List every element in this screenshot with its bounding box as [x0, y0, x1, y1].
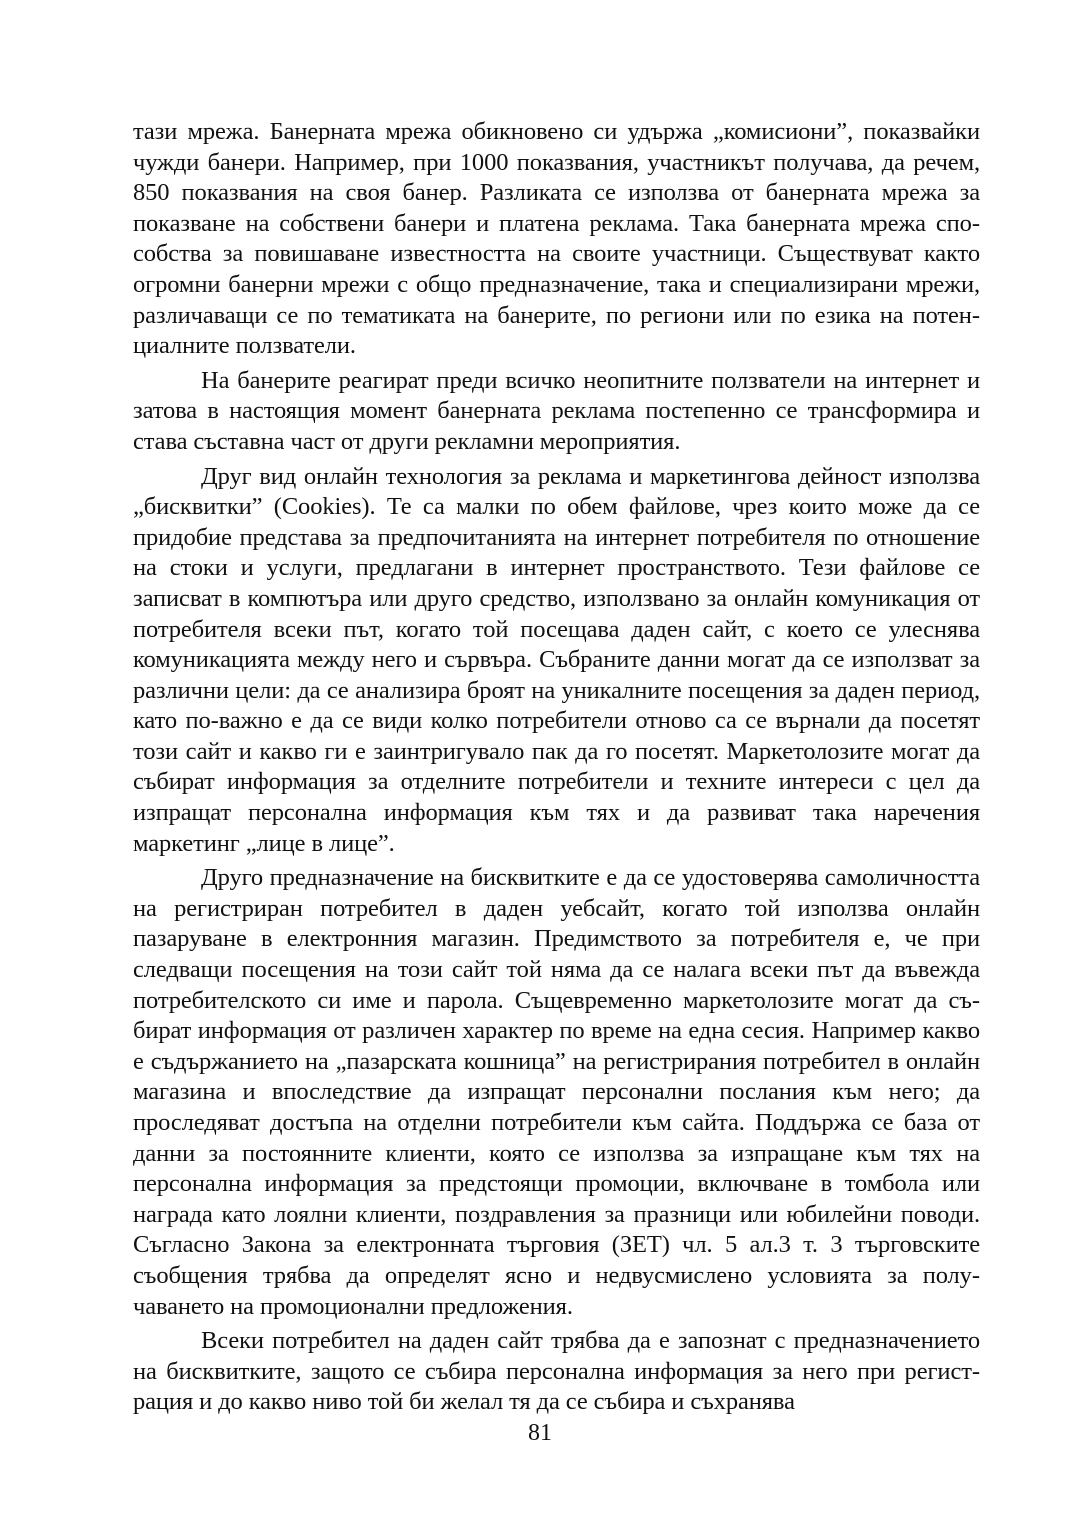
paragraph-banner-reaction: На банерите реагират преди всичко неопитните ползватели на интернет и затова в настоящия момент банерната реклама постепенно се трансформира и става съставна част от други рекламни мероприятия.: [133, 366, 980, 455]
paragraph-cookies-purpose: Друго предназначение на бисквитките е да се удостоверява самоличността на регистриран потребител в даден уебсайт, когато той използва онлайн пазаруване в електронния магазин. Предимството за потребителя е, че при следващи посещения на този сайт той няма да се налага всеки път да въвежда потребителското си име и парола. Същевременно маркетолозите могат да събират информация от различен характер по време на една сесия. Например какво е съдържанието на „пазарската кошница” на регистрирания потребител в онлайн магазина и впоследствие да изпращат персонални послания към него; да проследяват достъпа на отделни потребители към сайта. Поддържа се база от данни за постоянните клиенти, която се използва за изпращане към тях на персонална информация за предстоящи промоции, включване в томбола или награда като лоялни клиенти, поздравления за празници или юбилейни поводи. Съгласно Закона за електронната търговия (ЗЕТ) чл. 5 ал.3 т. 3 търговските съобщения трябва да определят ясно и недвусмислено условията за получаването на промоционални предложения.: [133, 864, 980, 1320]
body-text: [133, 117, 980, 1418]
paragraph-cookies-awareness: Всеки потребител на даден сайт трябва да е запознат с предназначението на бисквитките, защото се събира персонална информация за него при регистрация и до какво ниво той би желал тя да се събира и съхранява: [133, 1327, 980, 1416]
page-number: 81: [528, 1420, 552, 1446]
paragraph-banner-network: тази мрежа. Банерната мрежа обикновено си удържа „комисиони”, показвайки чужди банери. Например, при 1000 показвания, участникът получава, да речем, 850 показвания на своя банер. Разликата се използва от банерната мрежа за показване на собствени банери и платена реклама. Така банерната мрежа способства за повишаване известността на своите участници. Съществуват както огромни банерни мрежи с общо предназначение, така и специализирани мрежи, различаващи се по тематиката на банерите, по региони или по езика на потенциалните ползватели.: [133, 118, 980, 360]
paragraph-cookies: Друг вид онлайн технология за реклама и маркетингова дейност използва „бисквитки” (Cookies). Те са малки по обем файлове, чрез които може да се придобие представа за предпочитанията на интернет потребителя по отношение на стоки и услуги, предлагани в интернет пространството. Тези файлове се записват в компютъра или друго средство, използвано за онлайн комуникация от потребителя всеки път, когато той посещава даден сайт, с което се улеснява комуникацията между него и сървъра. Събраните данни могат да се използват за различни цели: да се анализира броят на уникалните посещения за даден период, като по-важно е да се види колко потребители отново са се върнали да посетят този сайт и какво ги е заинтригувало пак да го посетят. Маркетолозите могат да събират информация за отделните потребители и техните интереси с цел да изпращат персонална информация към тях и да развиват така наречения маркетинг „лице в лице”.: [133, 462, 980, 857]
